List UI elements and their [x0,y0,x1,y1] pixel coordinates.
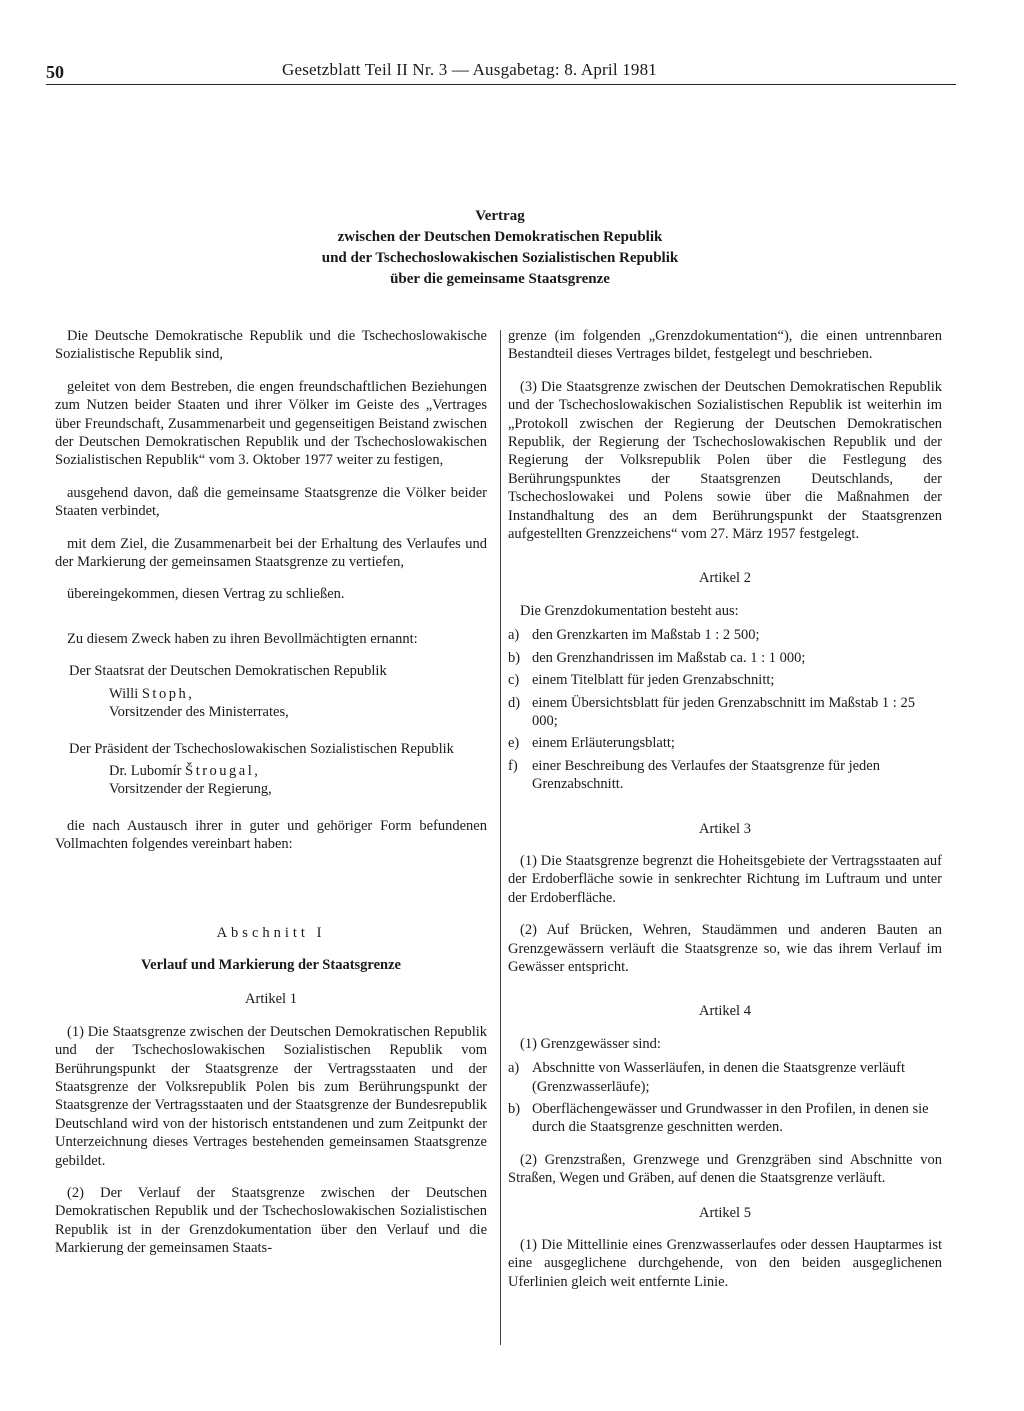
section-heading: Abschnitt I [216,924,326,941]
title-line-2: zwischen der Deutschen Demokratischen Republik [337,229,663,245]
section-subheading: Verlauf und Markierung der Staatsgrenze [141,956,401,973]
signatory-cssr [69,740,487,799]
list-item: e) einem Erläuterungsblatt; [508,735,675,752]
article-1-para-3: (3) Die Staatsgrenze zwischen der Deutschen Demokratischen Republik und der Tschechoslowakischen Sozialistischen Republik ist weiterhin im „Protokoll zwischen der Regierung der Deutschen Demokratischen Republik, der Regierung der Tschechoslowakischen Republik und der Regierung der Volksrepublik Polen über die Festlegung des Berührungspunktes der Staatsgrenzen Deutschlands, der Tschechoslowakei und Polens sowie über die Maßnahmen der Instandhaltung des an dem Berührungspunkt der Staatsgrenzen aufgestellten Grenzzeichens“ vom 27. März 1957 festgelegt. [508,378,942,543]
list-item: c) einem Titelblatt für jeden Grenzabschnitt; [508,672,775,689]
preamble-parties: Die Deutsche Demokratische Republik und die Tschechoslowakische Sozialistische Republik sind, [55,328,487,363]
preamble-assuming: ausgehend davon, daß die gemeinsame Staatsgrenze die Völker beider Staaten verbindet, [55,484,487,520]
rep-gdr-role: Vorsitzender des Ministerrates, [109,704,289,721]
column-divider [500,330,501,1345]
signatory-cssr-rep [109,762,487,799]
article-1-para-1: (1) Die Staatsgrenze zwischen der Deutschen Demokratischen Republik und der Tschechoslowakischen Sozialistischen Republik vom Berührungspunkt der Staatsgrenze der Vertragsstaaten und der Staatsgrenze der Volksrepublik Polen bis zum Berührungspunkt der Staatsgrenze der Vertragsstaaten und der Staatsgrenze der Bundesrepublik Deutschland wird von der historisch entstandenen und zum Zeitpunkt der Unterzeichnung dieses Vertrages bestehenden gemeinsamen Staatsgrenze gebildet. [55,1023,487,1169]
title-line-4: über die gemeinsame Staatsgrenze [390,271,610,287]
list-item: d) einem Übersichtsblatt für jeden Grenzabschnitt im Maßstab 1 : 25 000; [508,694,915,729]
article-4-list [508,1059,942,1137]
article-1-para-2: (2) Der Verlauf der Staatsgrenze zwischen der Deutschen Demokratischen Republik und der Tschechoslowakischen Sozialistischen Republik ist in der Grenzdokumentation über den Verlauf und die Markierung der gemeinsamen Staats- [55,1185,487,1257]
list-item: a) den Grenzkarten im Maßstab 1 : 2 500; [508,627,760,644]
article-1-heading: Artikel 1 [245,991,297,1008]
left-column [55,327,487,1272]
preamble-guided: geleitet von dem Bestreben, die engen freundschaftlichen Beziehungen zum Nutzen beider Staaten und ihrer Völker im Geiste des „Vertrages über Freundschaft, Zusammenarbeit und gegenseitigen Beistand zwischen der Deutschen Demokratischen Republik und der Tschechoslowakischen Sozialistischen Republik“ vom 3. Oktober 1977 weiter zu festigen, [55,378,487,469]
list-item: a) Abschnitte von Wasserläufen, in denen die Staatsgrenze verläuft (Grenzwasserläufe); [508,1060,906,1095]
article-2-heading: Artikel 2 [699,570,751,587]
list-item: b) Oberflächengewässer und Grundwasser in den Profilen, in denen sie durch die Staatsgrenze geschnitten werden. [508,1101,929,1136]
article-3-heading: Artikel 3 [699,820,751,837]
page-number: 50 [46,62,64,82]
header-rule [46,84,956,85]
rep-cssr-last-name: Štrougal, [185,762,261,779]
article-4-heading: Artikel 4 [699,1003,751,1020]
rep-gdr-first-name: Willi [109,685,139,702]
article-3-para-2: (2) Auf Brücken, Wehren, Staudämmen und anderen Bauten an Grenzgewässern verläuft die Staatsgrenze so, wie das ihrem Verlauf im Gewässer entspricht. [508,922,942,975]
right-column [508,327,942,1305]
preamble-plenipotentiaries: Zu diesem Zweck haben zu ihren Bevollmächtigten ernannt: [67,630,418,647]
running-header: Gesetzblatt Teil II Nr. 3 — Ausgabetag: 8. April 1981 [282,60,658,79]
list-item: f) einer Beschreibung des Verlaufes der Staatsgrenze für jeden Grenzabschnitt. [508,757,880,793]
article-3-para-1: (1) Die Staatsgrenze begrenzt die Hoheitsgebiete der Vertragsstaaten auf der Erdoberfläche sowie in senkrechter Richtung im Luftraum und unter der Erdoberfläche. [508,852,942,906]
rep-gdr-last-name: Stoph, [141,685,195,702]
signatory-cssr-body: Der Präsident der Tschechoslowakischen Sozialistischen Republik [69,740,454,757]
signatory-gdr-rep [109,685,487,722]
article-5-heading: Artikel 5 [699,1204,751,1221]
preamble-agreement: die nach Austausch ihrer in guter und gehöriger Form befundenen Vollmachten folgendes vereinbart haben: [55,817,487,853]
article-2-list [508,626,942,793]
article-1-para-2-continued: grenze (im folgenden „Grenzdokumentation“), die einen untrennbaren Bestandteil dieses Vertrages bildet, festgelegt und beschrieben. [508,328,942,363]
preamble-goal: mit dem Ziel, die Zusammenarbeit bei der Erhaltung des Verlaufes und der Markierung der gemeinsamen Staatsgrenze zu vertiefen, [55,535,487,571]
article-5-para-1: (1) Die Mittellinie eines Grenzwasserlaufes oder dessen Hauptarmes ist eine ausgeglichene durchgehende, von den beiden ausgeglichenen Uferlinien gleich weit entfernte Linie. [508,1237,942,1290]
preamble-agreed: übereingekommen, diesen Vertrag zu schließen. [67,586,345,603]
article-4-para-2: (2) Grenzstraßen, Grenzwege und Grenzgräben sind Abschnitte von Straßen, Wegen und Gräben, auf denen die Staatsgrenze verläuft. [508,1151,942,1187]
rep-cssr-first-name: Dr. Lubomír [109,762,182,779]
signatory-gdr [69,662,487,721]
title-line-1: Vertrag [475,208,525,224]
article-2-intro: Die Grenzdokumentation besteht aus: [520,602,739,619]
treaty-title [200,206,800,290]
list-item: b) den Grenzhandrissen im Maßstab ca. 1 : 1 000; [508,649,806,666]
title-line-3: und der Tschechoslowakischen Sozialistischen Republik [321,250,679,266]
rep-cssr-role: Vorsitzender der Regierung, [109,781,272,798]
signatory-gdr-body: Der Staatsrat der Deutschen Demokratischen Republik [69,663,387,680]
article-4-intro: (1) Grenzgewässer sind: [520,1035,661,1052]
